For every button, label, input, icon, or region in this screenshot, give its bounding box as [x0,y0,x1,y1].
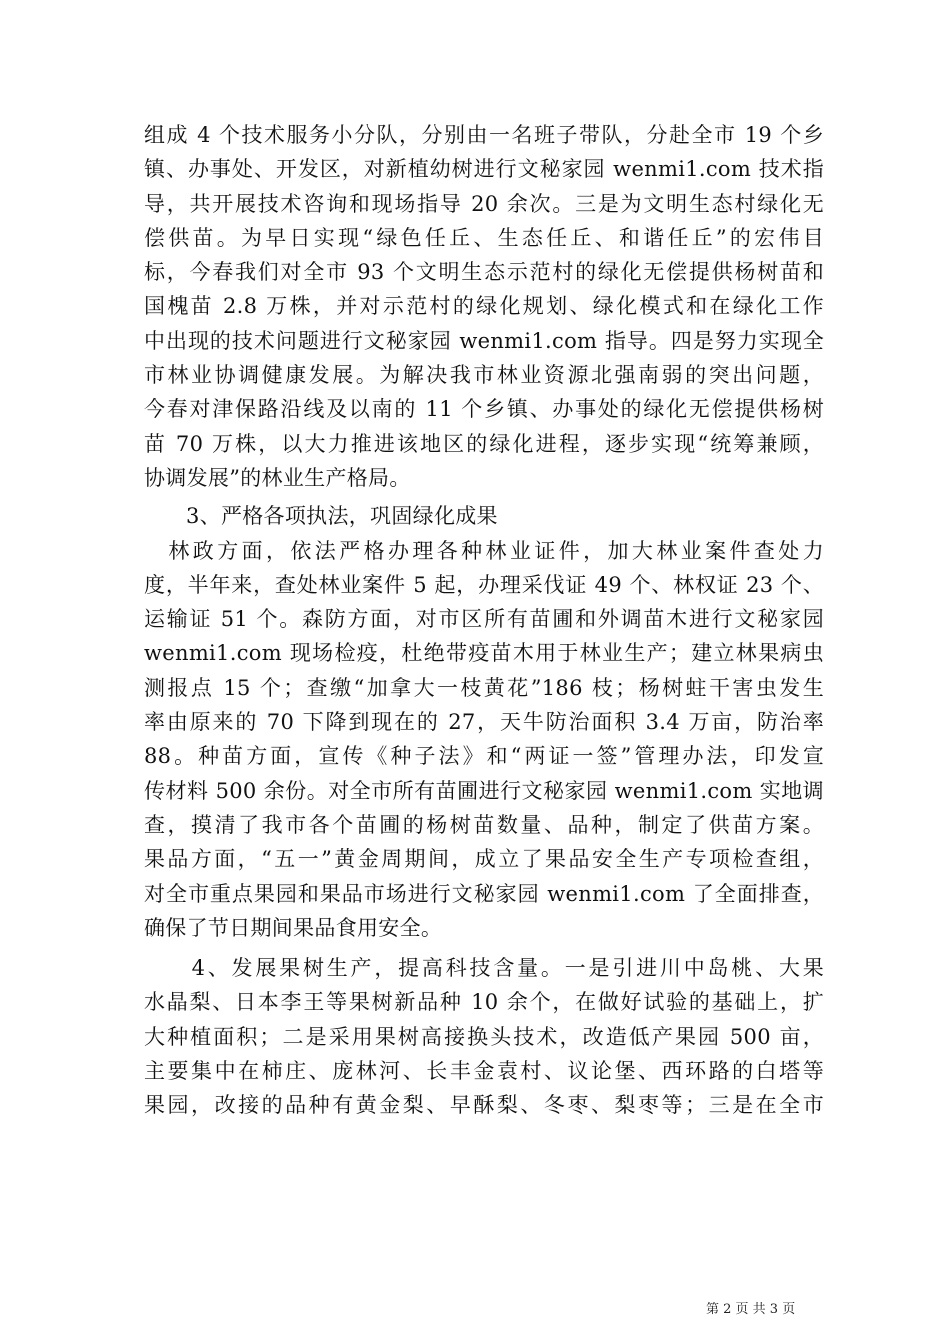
paragraph-fruit-production [144,951,824,1122]
text-line: 4、发展果树生产，提高科技含量。一是引进川中岛桃、大果 [144,956,824,981]
text-line: 偿供苗。为早日实现“绿色任丘、生态任丘、和谐任丘”的宏伟目 [144,225,824,250]
text-line: 88。种苗方面，宣传《种子法》和“两证一签”管理办法，印发宣 [144,744,824,769]
text-line: 今春对津保路沿线及以南的 11 个乡镇、办事处的绿化无偿提供杨树 [144,397,824,422]
text-line: 确保了节日期间果品食用安全。 [144,915,443,940]
text-line: 率由原来的 70 下降到现在的 27，天牛防治面积 3.4 万亩，防治率 [144,710,824,735]
text-line: 传材料 500 余份。对全市所有苗圃进行文秘家园 wenmi1.com 实地调 [144,778,824,803]
text-line: 大种植面积；二是采用果树高接换头技术，改造低产果园 500 亩， [144,1024,824,1049]
text-line: 中出现的技术问题进行文秘家园 wenmi1.com 指导。四是努力实现全 [144,328,824,353]
text-line: 林政方面，依法严格办理各种林业证件，加大林业案件查处力 [144,538,824,563]
text-line: 协调发展”的林业生产格局。 [144,465,411,490]
text-line: 对全市重点果园和果品市场进行文秘家园 wenmi1.com 了全面排查， [144,881,824,906]
text-line: 查，摸清了我市各个苗圃的杨树苗数量、品种，制定了供苗方案。 [144,812,824,837]
page-number-footer: 第 2 页 共 3 页 [706,1302,796,1317]
text-line: 主要集中在柿庄、庞林河、长丰金袁村、议论堡、西环路的白塔等 [144,1059,824,1084]
text-line: 运输证 51 个。森防方面，对市区所有苗圃和外调苗木进行文秘家园 [144,607,824,632]
text-line: 苗 70 万株，以大力推进该地区的绿化进程，逐步实现“统筹兼顾， [144,431,824,456]
text-line: 导，共开展技术咨询和现场指导 20 余次。三是为文明生态村绿化无 [144,191,824,216]
text-line: 标，今春我们对全市 93 个文明生态示范村的绿化无偿提供杨树苗和 [144,260,824,285]
heading-text: 3、严格各项执法，巩固绿化成果 [186,504,498,529]
text-line: 国槐苗 2.8 万株，并对示范村的绿化规划、绿化模式和在绿化工作 [144,294,824,319]
document-body [144,118,824,1123]
text-line: 水晶梨、日本李王等果树新品种 10 余个，在做好试验的基础上，扩 [144,990,824,1015]
paragraph-forestry-administration [144,534,824,946]
text-line: 市林业协调健康发展。为解决我市林业资源北强南弱的突出问题， [144,363,824,388]
text-line: 度，半年来，查处林业案件 5 起，办理采伐证 49 个、林权证 23 个、 [144,572,824,597]
text-line: 测报点 15 个；查缴“加拿大一枝黄花”186 枝；杨树蛀干害虫发生 [144,675,824,700]
paragraph-greening-support [144,118,824,495]
section-heading-law-enforcement [144,499,824,533]
text-line: wenmi1.com 现场检疫，杜绝带疫苗木用于林业生产；建立林果病虫 [144,641,824,666]
text-line: 组成 4 个技术服务小分队，分别由一名班子带队，分赴全市 19 个乡 [144,123,824,147]
text-line: 果园，改接的品种有黄金梨、早酥梨、冬枣、梨枣等；三是在全市 [144,1093,824,1118]
text-line: 镇、办事处、开发区，对新植幼树进行文秘家园 wenmi1.com 技术指 [144,157,824,182]
text-line: 果品方面，“五一”黄金周期间，成立了果品安全生产专项检查组， [144,847,824,872]
